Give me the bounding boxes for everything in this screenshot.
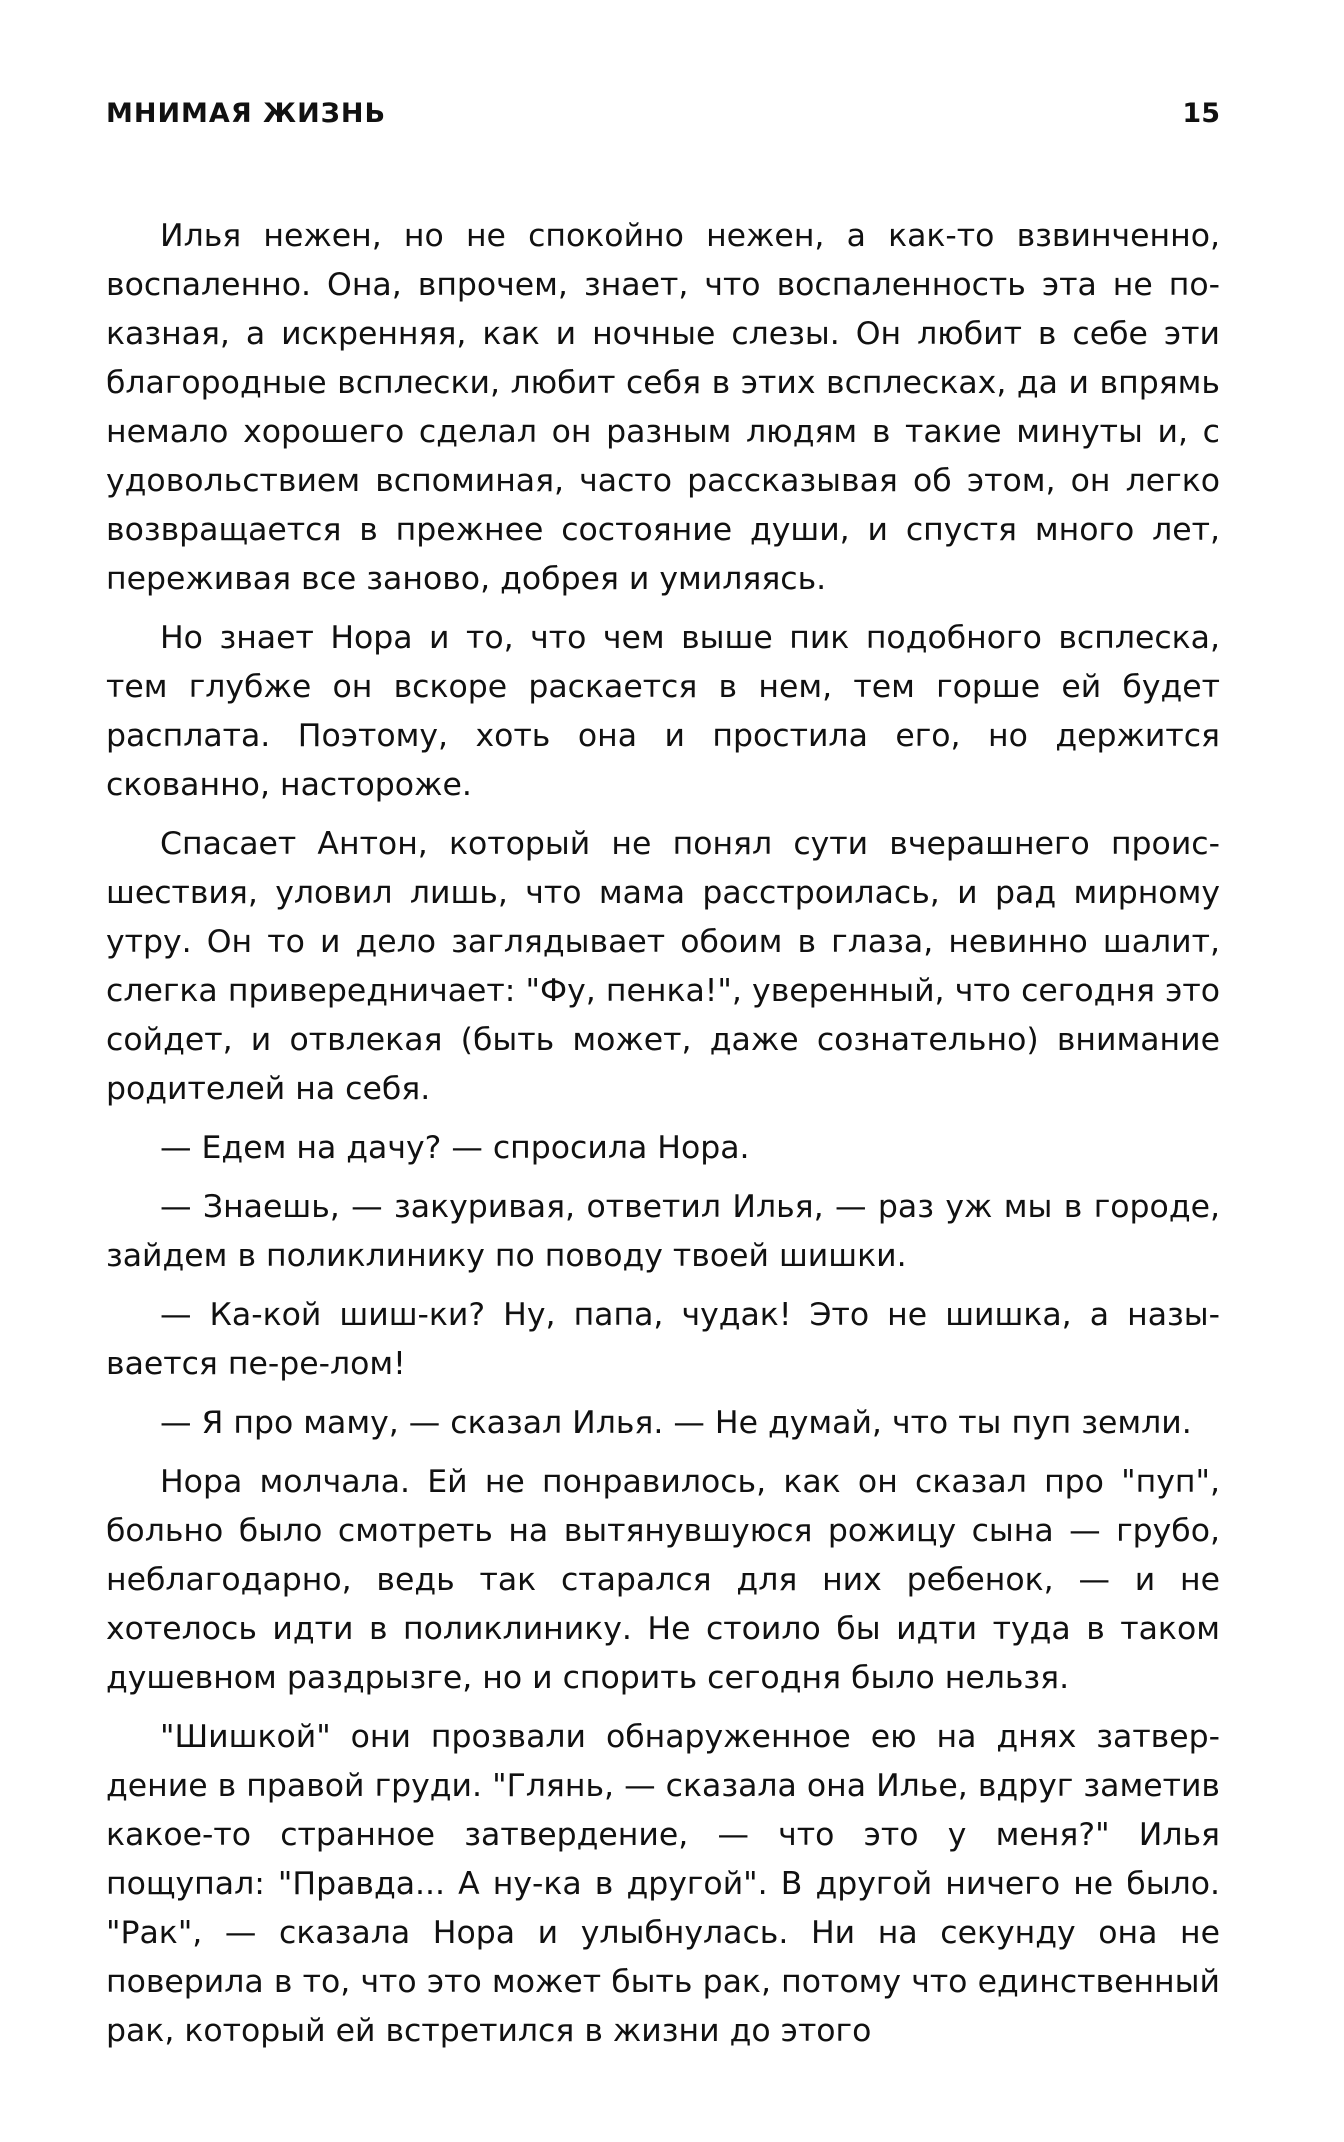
body-text: [106, 212, 1220, 2056]
dialogue-line-4: — Я про маму, — сказал Илья. — Не думай, что ты пуп земли.: [160, 1405, 1192, 1441]
paragraph-1: Илья нежен, но не спокойно нежен, а как-то взвинченно, воспаленно. Она, впрочем, знает, что воспаленность эта не показная, а искренняя, как и ночные слезы. Он любит в себе эти благородные всплески, любит себя в этих всплесках, да и впрямь немало хорошего сделал он разным людям в такие минуты и, с удовольствием вспоминая, часто рассказывая об этом, он легко возвращается в прежнее состояние души, и спустя много лет, переживая все заново, добрея и умиляясь.: [106, 218, 1220, 597]
dialogue-line-3: — Ка-кой шиш-ки? Ну, папа, чудак! Это не шишка, а называется пе-ре-лом!: [106, 1297, 1220, 1382]
page-number: 15: [1182, 98, 1220, 129]
dialogue-line-1: — Едем на дачу? — спросила Нора.: [160, 1130, 750, 1166]
running-head: [106, 98, 1220, 138]
dialogue-line-2: — Знаешь, — закуривая, ответил Илья, — раз уж мы в городе, зайдем в поликлинику по поводу твоей шишки.: [106, 1189, 1220, 1274]
paragraph-3: Спасает Антон, который не понял сути вчерашнего происшествия, уловил лишь, что мама расстроилась, и рад мирному утру. Он то и дело заглядывает обоим в глаза, невинно шалит, слегка привередничает: "Фу, пенка!", уверенный, что сегодня это сойдет, и отвлекая (быть может, даже сознательно) внимание родителей на себя.: [106, 826, 1220, 1107]
paragraph-4: Нора молчала. Ей не понравилось, как он сказал про "пуп", больно было смотреть на вытянувшуюся рожицу сына — грубо, неблагодарно, ведь так старался для них ребенок, — и не хотелось идти в поликлинику. Не стоило бы идти туда в таком душевном раздрызге, но и спорить сегодня было нельзя.: [106, 1464, 1220, 1696]
book-title: МНИМАЯ ЖИЗНЬ: [106, 98, 387, 129]
paragraph-5: "Шишкой" они прозвали обнаруженное ею на днях затвердение в правой груди. "Глянь, — сказала она Илье, вдруг заметив какое-то странное затвердение, — что это у меня?" Илья пощупал: "Правда... А ну-ка в другой". В другой ничего не было. "Рак", — сказала Нора и улыбнулась. Ни на секунду она не поверила в то, что это может быть рак, потому что единственный рак, который ей встретился в жизни до этого: [106, 1719, 1220, 2049]
paragraph-2: Но знает Нора и то, что чем выше пик подобного всплеска, тем глубже он вскоре раскается в нем, тем горше ей будет расплата. Поэтому, хоть она и простила его, но держится скованно, настороже.: [106, 620, 1220, 803]
